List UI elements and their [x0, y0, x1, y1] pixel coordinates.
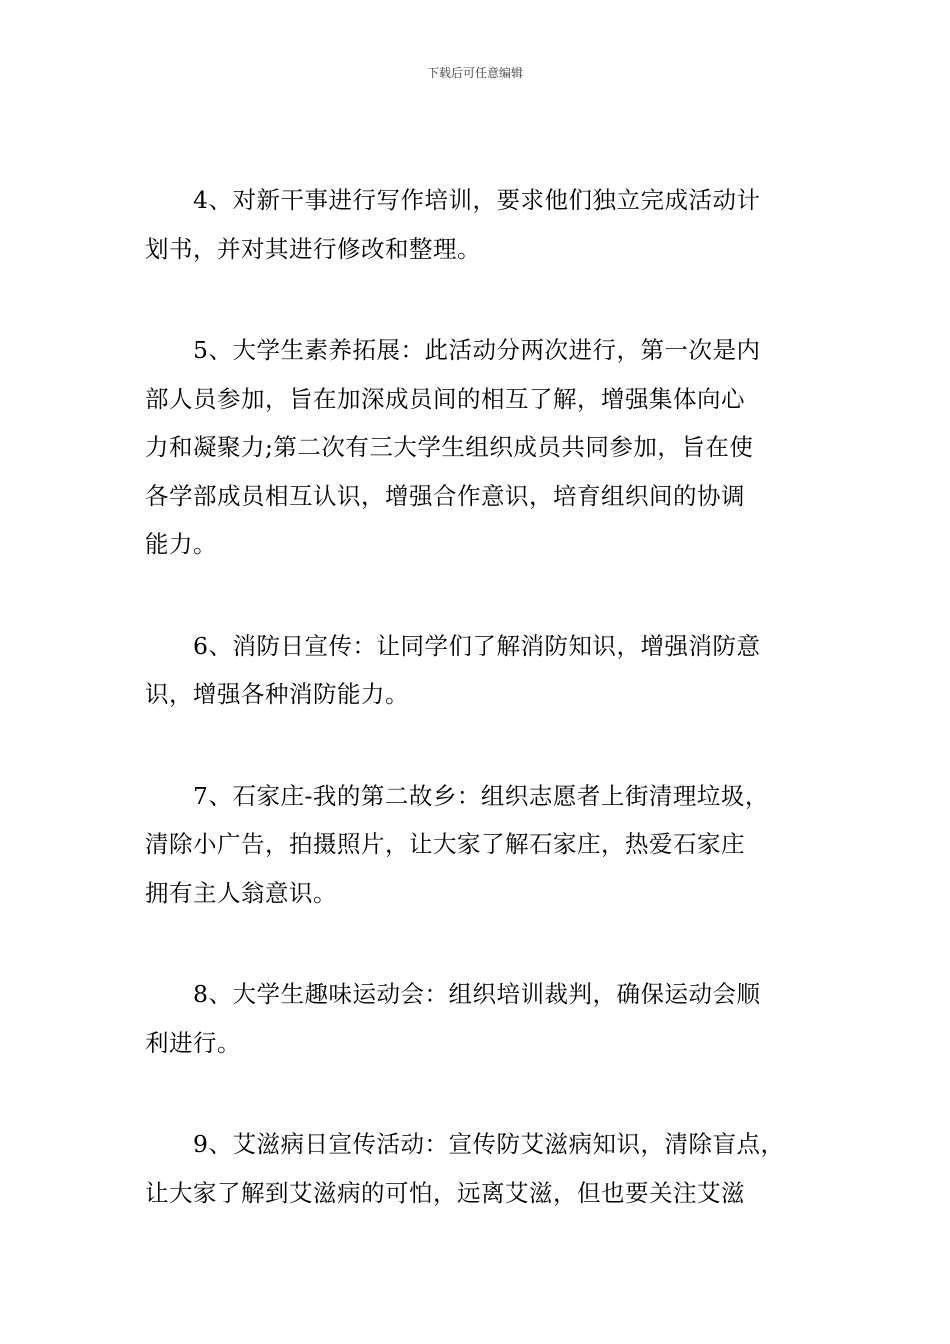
paragraph-item-5: [145, 326, 835, 569]
document-body: [145, 176, 835, 1270]
text-line: 9、艾滋病日宣传活动：宣传防艾滋病知识，清除盲点，: [193, 1130, 785, 1158]
text-line: 拥有主人翁意识。: [145, 878, 337, 907]
text-line: 5、大学生素养拓展：此活动分两次进行，第一次是内: [193, 336, 761, 364]
text-line: 力和凝聚力;第二次有三大学生组织成员共同参加，旨在使: [145, 433, 754, 461]
text-line: 能力。: [145, 530, 217, 558]
paragraph-item-6: [145, 622, 835, 719]
text-line: 6、消防日宣传：让同学们了解消防知识，增强消防意: [193, 631, 761, 660]
text-line: 划书，并对其进行修改和整理。: [145, 234, 481, 263]
paragraph-item-7: [145, 772, 835, 918]
paragraph-item-4: [145, 176, 835, 273]
text-line: 利进行。: [145, 1028, 241, 1057]
paragraph-item-9: [145, 1120, 835, 1217]
text-line: 8、大学生趣味运动会：组织培训裁判，确保运动会顺: [193, 980, 761, 1008]
text-line: 各学部成员相互认识，增强合作意识，培育组织间的协调: [145, 481, 745, 510]
text-line: 清除小广告，拍摄照片，让大家了解石家庄，热爱石家庄: [145, 830, 745, 858]
text-line: 让大家了解到艾滋病的可怕，远离艾滋，但也要关注艾滋: [145, 1178, 745, 1207]
text-line: 4、对新干事进行写作培训，要求他们独立完成活动计: [193, 186, 761, 214]
paragraph-item-8: [145, 970, 835, 1067]
text-line: 7、石家庄-我的第二故乡：组织志愿者上街清理垃圾，: [193, 781, 769, 810]
text-line: 识，增强各种消防能力。: [145, 680, 409, 708]
text-line: 部人员参加，旨在加深成员间的相互了解，增强集体向心: [145, 384, 745, 413]
page-header: 下载后可任意编辑: [426, 66, 523, 80]
